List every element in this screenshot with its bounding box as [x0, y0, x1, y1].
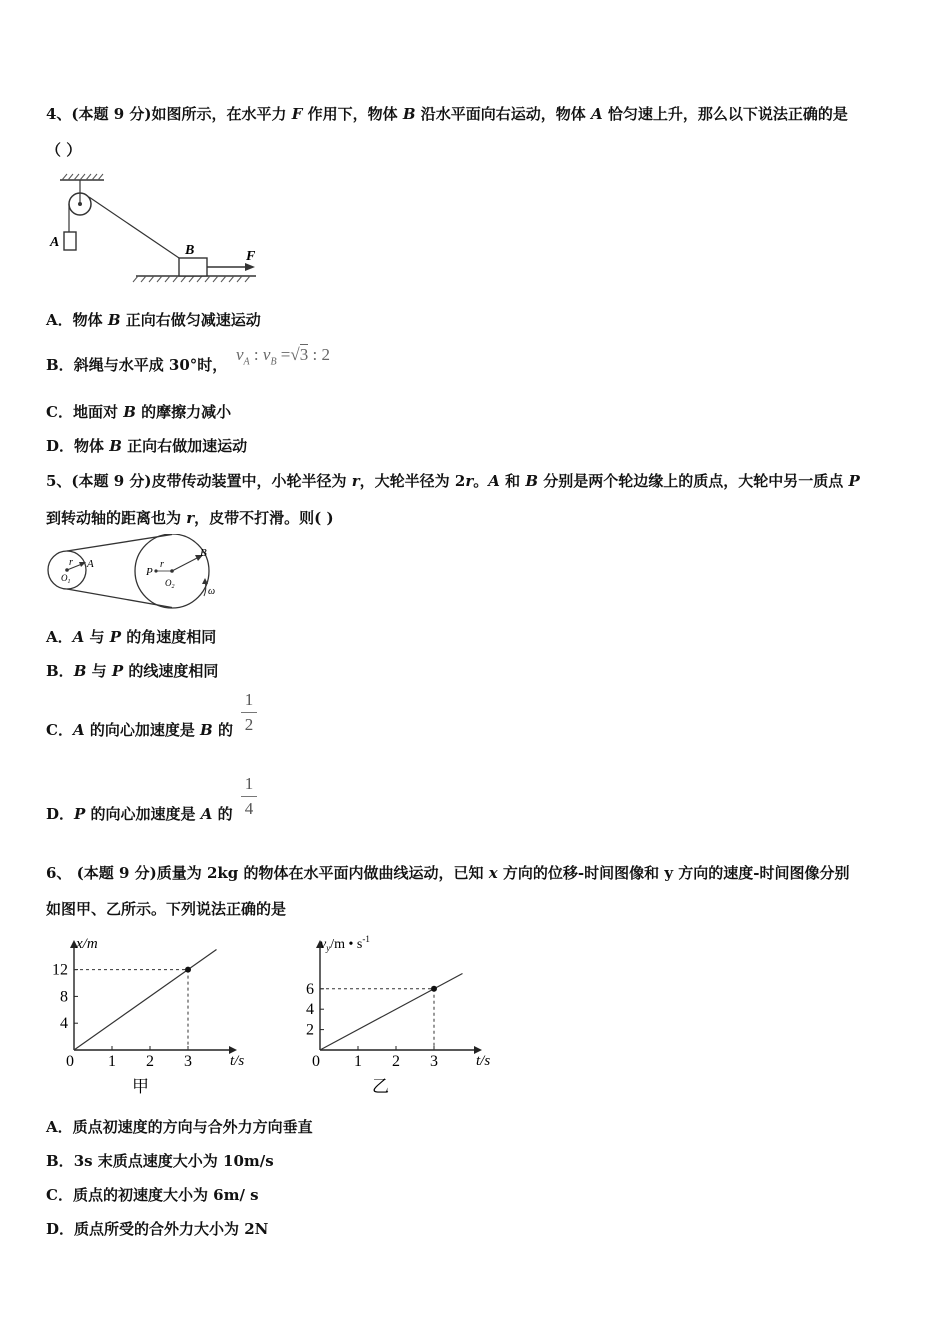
- q5-option-a[interactable]: A．A 与 P 的角速度相同: [46, 628, 217, 646]
- q5-option-b[interactable]: B．B 与 P 的线速度相同: [46, 662, 219, 680]
- q6-stem-line2: 如图甲、乙所示。下列说法正确的是: [46, 900, 287, 918]
- chart-vy-t-xlabel: t/s: [476, 1053, 491, 1069]
- y-tick-label: 4: [60, 1015, 68, 1033]
- q6-option-a[interactable]: A．质点初速度的方向与合外力方向垂直: [46, 1118, 313, 1136]
- q6-option-c[interactable]: C．质点的初速度大小为 6m/ s: [46, 1186, 259, 1204]
- x-tick-label: 1: [354, 1053, 362, 1070]
- svg-text:O1: $O_1$: [61, 573, 71, 585]
- svg-text:P: P: [146, 566, 153, 578]
- x-tick-label: 0: [66, 1053, 74, 1070]
- q4-option-b[interactable]: B．斜绳与水平成 30°时，: [46, 356, 228, 374]
- x-tick-label: 1: [108, 1053, 116, 1070]
- q4-option-d[interactable]: D．物体 B 正向右做加速运动: [46, 437, 248, 455]
- marked-point: [185, 967, 191, 973]
- y-tick-label: 6: [306, 980, 314, 998]
- x-tick-label: 0: [312, 1053, 320, 1070]
- q5-stem-line1: 5、(本题 9 分)皮带传动装置中，小轮半径为 r，大轮半径为 2r。A 和 B 分别是两个轮边缘上的质点，大轮中另一质点 P: [46, 472, 860, 490]
- block-b: [179, 258, 207, 276]
- svg-text:r: r: [69, 557, 73, 568]
- chart-x-t-ylabel: x/m: [76, 936, 98, 952]
- q6-stem-line1: 6、 (本题 9 分)质量为 2kg 的物体在水平面内做曲线运动，已知 x 方向的位移-时间图像和 y 方向的速度-时间图像分别: [46, 864, 850, 882]
- q4-stem-line1: 4、(本题 9 分)如图所示，在水平力 F 作用下，物体 B 沿水平面向右运动，物体 A 恰匀速上升，那么以下说法正确的是: [46, 105, 848, 123]
- chart-x-t-xlabel: t/s: [230, 1053, 245, 1069]
- chart-vy-t-caption: 乙: [372, 1077, 389, 1096]
- svg-text:ω: ω: [208, 586, 216, 597]
- x-tick-label: 2: [392, 1053, 400, 1070]
- y-tick-label: 2: [306, 1021, 314, 1039]
- q5-stem-line2: 到转动轴的距离也为 r，皮带不打滑。则( ): [46, 509, 334, 527]
- q6-option-d[interactable]: D．质点所受的合外力大小为 2N: [46, 1220, 269, 1238]
- svg-text:r: r: [160, 559, 164, 570]
- y-tick-label: 4: [306, 1001, 314, 1019]
- x-tick-label: 3: [430, 1053, 438, 1070]
- q5-belt-figure: [44, 534, 224, 610]
- label-a: A: [50, 235, 60, 250]
- svg-text:O2: $O_2$: [165, 578, 175, 590]
- q6-option-b[interactable]: B．3s 末质点速度大小为 10m/s: [46, 1152, 274, 1170]
- label-b: B: [185, 243, 195, 258]
- chart-x-t-caption: 甲: [132, 1077, 149, 1096]
- chart-x-t: [44, 930, 264, 1100]
- block-a: [64, 232, 76, 250]
- y-tick-label: 12: [52, 961, 68, 979]
- chart-vy-t: [294, 930, 514, 1100]
- series-line: [74, 950, 217, 1051]
- q4-option-a[interactable]: A．物体 B 正向右做匀减速运动: [46, 311, 261, 329]
- q4-option-c[interactable]: C．地面对 B 的摩擦力减小: [46, 403, 232, 421]
- marked-point: [431, 986, 437, 992]
- q5-option-c[interactable]: C．A 的向心加速度是 B 的: [46, 721, 233, 739]
- q5-option-c-fraction: 1 2: [241, 690, 257, 735]
- x-tick-label: 2: [146, 1053, 154, 1070]
- svg-text:B: B: [200, 547, 207, 559]
- series-line: [320, 974, 463, 1051]
- label-f: F: [246, 249, 256, 264]
- chart-vy-t-ylabel: $v_y/m$ • $s^{-1}$: [320, 934, 370, 953]
- q4-answer-paren: （ ）: [46, 141, 82, 159]
- q4-pulley-figure: [46, 170, 276, 288]
- svg-text:A: A: [87, 558, 94, 570]
- q5-option-d-fraction: 1 4: [241, 774, 257, 819]
- q5-option-d[interactable]: D．P 的向心加速度是 A 的: [46, 805, 233, 823]
- q4-option-b-formula: $v_A$ : $v_B =√3$ : 2: [236, 345, 330, 368]
- y-tick-label: 8: [60, 988, 68, 1006]
- x-tick-label: 3: [184, 1053, 192, 1070]
